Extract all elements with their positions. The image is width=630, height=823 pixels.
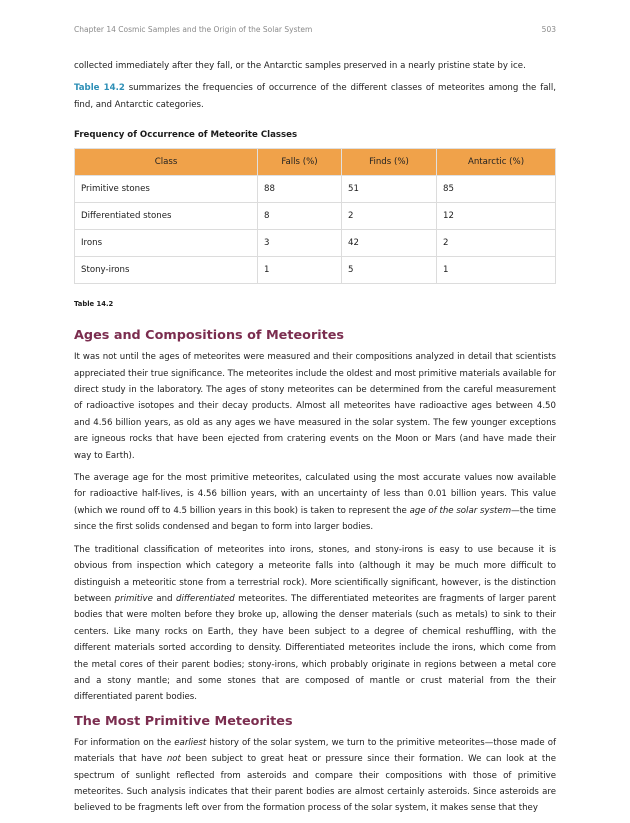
intro-paragraph	[74, 80, 556, 113]
table-header-row	[75, 149, 556, 176]
col-header-falls: Falls (%)	[258, 149, 342, 176]
table-reference-link[interactable]: Table 14.2	[74, 83, 125, 94]
cell-falls: 8	[258, 203, 342, 230]
table-row	[75, 257, 556, 284]
cell-class: Primitive stones	[75, 176, 258, 203]
cell-class: Stony-irons	[75, 257, 258, 284]
table-row	[75, 230, 556, 257]
cell-falls: 88	[258, 176, 342, 203]
section-heading-primitive: The Most Primitive Meteorites	[74, 713, 293, 729]
section-heading-ages: Ages and Compositions of Meteorites	[74, 328, 345, 344]
chapter-title: Chapter 14 Cosmic Samples and the Origin of the Solar System	[74, 25, 313, 34]
paragraph: The traditional classification of meteorites into irons, stones, and stony-irons is easy to use because it is obvious from inspection which category a meteorite falls into (although it may be much more difficult to distinguish a meteoritic stone from a terrestrial rock). More scientifically significant, however, is the distinction between primitive and differentiated meteorites. The differentiated meteorites are fragments of larger parent bodies that were molten before they broke up, allowing the denser materials (such as metals) to sink to their centers. Like many rocks on Earth, they have been subject to a degree of chemical reshuffling, with the different materials sorted according to density. Differentiated meteorites include the irons, which come from the metal cores of their parent bodies; stony-irons, which probably originate in regions between a metal core and a stony mantle; and some stones that are composed of mantle or crust material from the their differentiated parent bodies.	[74, 544, 556, 703]
paragraph: For information on the earliest history of the solar system, we turn to the primitive meteorites—those made of materials that have not been subject to great heat or pressure since their formation. We can look at the spectrum of sunlight reflected from asteroids and compare their compositions with those of primitive meteorites. Such analysis indicates that their parent bodies are almost certainly asteroids. Since asteroids are believed to be fragments left over from the formation process of the solar system, it makes sense that they	[74, 737, 556, 814]
cell-finds: 5	[342, 257, 437, 284]
cell-finds: 42	[342, 230, 437, 257]
cell-finds: 2	[342, 203, 437, 230]
col-header-antarctic: Antarctic (%)	[437, 149, 556, 176]
cell-antarctic: 1	[437, 257, 556, 284]
intro-text: summarizes the frequencies of occurrence of the different classes of meteorites among the fall, find, and Antarctic categories.	[74, 83, 556, 110]
page-content	[74, 58, 556, 823]
col-header-finds: Finds (%)	[342, 149, 437, 176]
cell-class: Differentiated stones	[75, 203, 258, 230]
table-title: Frequency of Occurrence of Meteorite Classes	[74, 130, 298, 141]
col-header-class: Class	[75, 149, 258, 176]
meteorite-frequency-table	[74, 148, 556, 284]
emphasis: differentiated	[175, 593, 235, 604]
cell-finds: 51	[342, 176, 437, 203]
paragraph: The average age for the most primitive meteorites, calculated using the most accurate values now available for radioactive half-lives, is 4.56 billion years, with an uncertainty of less than 0.01 billion years. This value (which we round off to 4.5 billion years in this book) is taken to represent the age of the solar system—the time since the first solids condensed and began to form into larger bodies.	[74, 473, 556, 533]
intro-line: collected immediately after they fall, or the Antarctic samples preserved in a nearly pristine state by ice.	[74, 61, 526, 71]
cell-falls: 1	[258, 257, 342, 284]
emphasis: primitive	[114, 593, 153, 604]
emphasis: not	[166, 754, 181, 765]
cell-class: Irons	[75, 230, 258, 257]
table-row	[75, 203, 556, 230]
emphasis: earliest	[174, 737, 207, 748]
cell-antarctic: 2	[437, 230, 556, 257]
cell-antarctic: 12	[437, 203, 556, 230]
table-caption: Table 14.2	[74, 300, 114, 309]
page-header	[74, 25, 556, 37]
emphasis: age of the solar system	[409, 505, 512, 516]
table-row	[75, 176, 556, 203]
cell-falls: 3	[258, 230, 342, 257]
cell-antarctic: 85	[437, 176, 556, 203]
page-number: 503	[541, 25, 556, 34]
paragraph: It was not until the ages of meteorites were measured and their compositions analyzed in detail that scientists appreciated their true significance. The meteorites include the oldest and most primitive materials available for direct study in the laboratory. The ages of stony meteorites can be determined from the careful measurement of radioactive isotopes and their decay products. Almost all meteorites have radioactive ages between 4.50 and 4.56 billion years, as old as any ages we have measured in the solar system. The few younger exceptions are igneous rocks that have been ejected from cratering events on the Moon or Mars (and have made their way to Earth).	[74, 352, 556, 461]
